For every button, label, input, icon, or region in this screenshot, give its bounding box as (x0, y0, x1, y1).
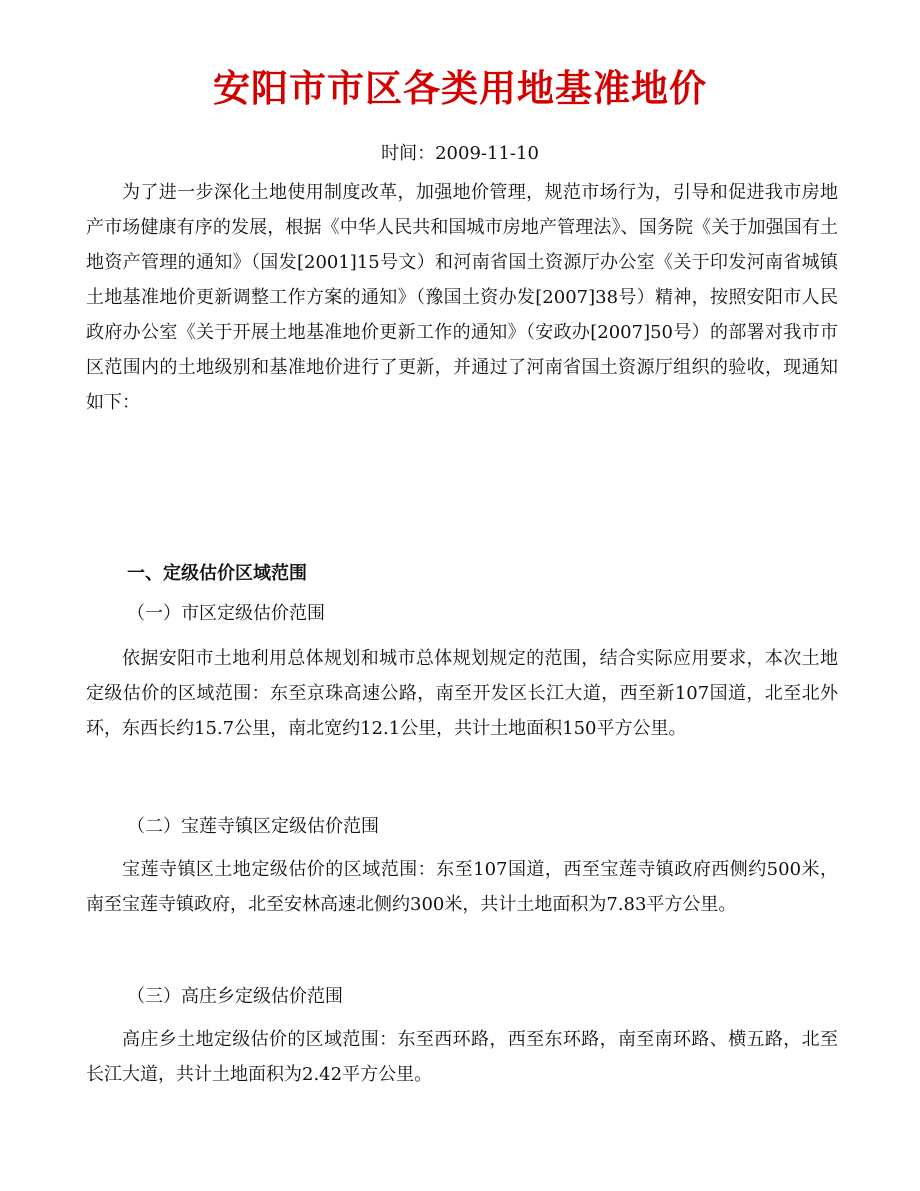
document-title: 安阳市市区各类用地基准地价 (213, 66, 707, 110)
publish-date: 时间：2009-11-10 (381, 143, 539, 164)
subsection-text-gaozhuang: 高庄乡土地定级估价的区域范围：东至西环路，西至东环路，南至南环路、横五路，北至长江大道，共计土地面积为2.42平方公里。 (86, 1029, 838, 1085)
subsection-heading-baoliansi: （二）宝莲寺镇区定级估价范围 (127, 816, 379, 837)
section-heading-scope: 一、定级估价区域范围 (127, 563, 307, 584)
intro-paragraph: 为了进一步深化土地使用制度改革，加强地价管理，规范市场行为，引导和促进我市房地产市场健康有序的发展，根据《中华人民共和国城市房地产管理法》、国务院《关于加强国有土地资产管理的通知》（国发[2001]15号文）和河南省国土资源厅办公室《关于印发河南省城镇土地基准地价更新调整工作方案的通知》（豫国土资办发[2007]38号）精神，按照安阳市人民政府办公室《关于开展土地基准地价更新工作的通知》（安政办[2007]50号）的部署对我市市区范围内的土地级别和基准地价进行了更新，并通过了河南省国土资源厅组织的验收，现通知如下： (86, 182, 838, 413)
subsection-text-baoliansi: 宝莲寺镇区土地定级估价的区域范围：东至107国道，西至宝莲寺镇政府西侧约500米，南至宝莲寺镇政府，北至安林高速北侧约300米，共计土地面积为7.83平方公里。 (86, 859, 838, 915)
subsection-text-urban: 依据安阳市土地利用总体规划和城市总体规划规定的范围，结合实际应用要求，本次土地定级估价的区域范围：东至京珠高速公路，南至开发区长江大道，西至新107国道，北至北外环，东西长约15.7公里，南北宽约12.1公里，共计土地面积150平方公里。 (86, 648, 838, 739)
subsection-heading-urban: （一）市区定级估价范围 (127, 603, 325, 624)
subsection-heading-gaozhuang: （三）高庄乡定级估价范围 (127, 986, 343, 1007)
